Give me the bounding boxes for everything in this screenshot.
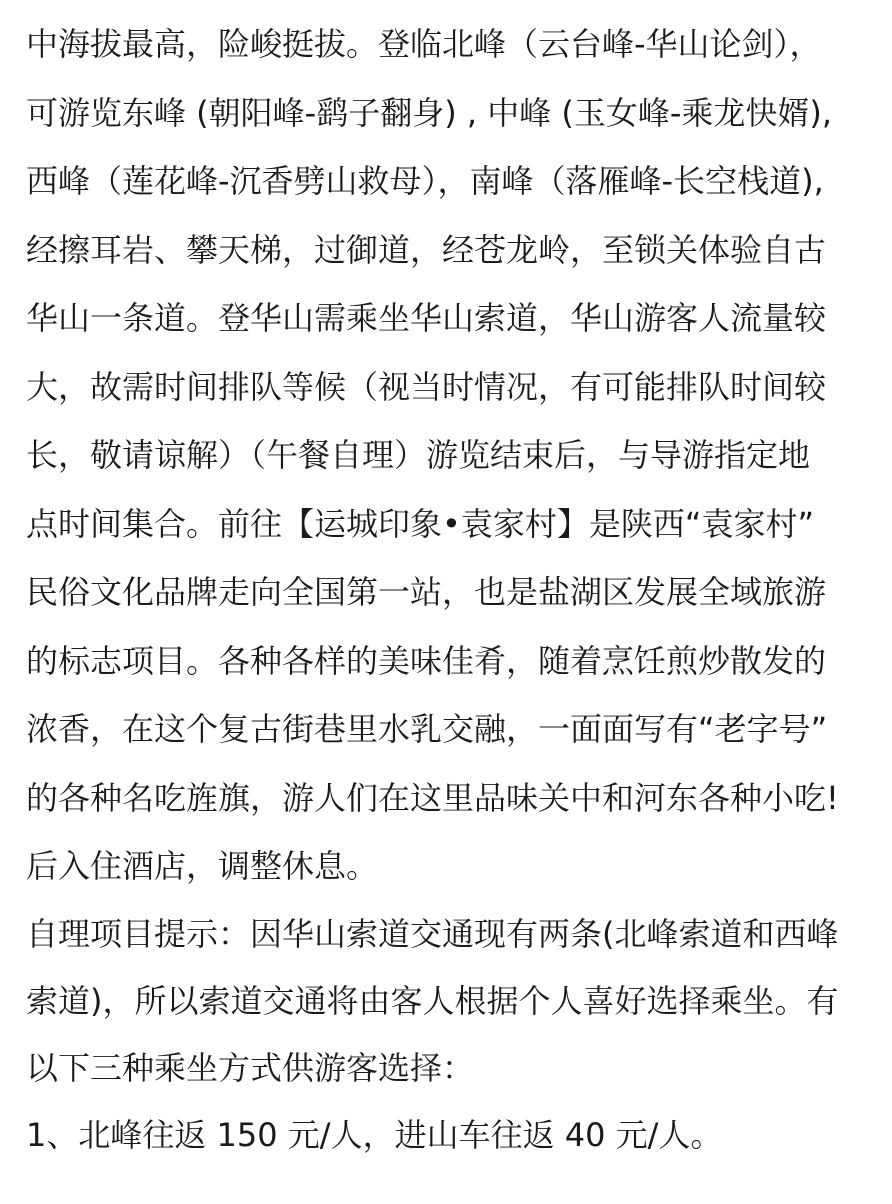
text-line: 1、北峰往返 150 元/人，进山车往返 40 元/人。: [26, 1115, 723, 1154]
text-line: 中海拔最高，险峻挺拔。登临北峰（云台峰-华山论剑），: [26, 25, 822, 63]
text-line: 自理项目提示：因华山索道交通现有两条(北峰索道和西峰: [26, 914, 839, 953]
text-line: 可游览东峰 (朝阳峰-鹞子翻身) , 中峰 (玉女峰-乘龙快婿),: [26, 93, 833, 132]
text-line: 后入住酒店，调整休息。: [26, 847, 379, 885]
text-line: 以下三种乘坐方式供游客选择：: [26, 1048, 475, 1087]
text-line: 长，敬请谅解）（午餐自理）游览结束后，与导游指定地: [26, 436, 811, 474]
text-line: 的标志项目。各种各样的美味佳肴，随着烹饪煎炒散发的: [26, 641, 827, 680]
text-line: 的各种名吃旌旗，游人们在这里品味关中和河东各种小吃!: [26, 778, 839, 817]
text-line: 经擦耳岩、攀天梯，过御道，经苍龙岭，至锁关体验自古: [26, 230, 827, 269]
text-line: 华山一条道。登华山需乘坐华山索道，华山游客人流量较: [26, 299, 827, 337]
text-line: 索道)，所以索道交通将由客人根据个人喜好选择乘坐。有: [26, 981, 839, 1020]
text-line: 民俗文化品牌走向全国第一站，也是盐湖区发展全域旅游: [26, 573, 827, 611]
article-body: [26, 10, 870, 1169]
text-line: 浓香，在这个复古街巷里水乳交融，一面面写有“老字号”: [26, 710, 828, 748]
text-line: 西峰（莲花峰-沉香劈山救母），南峰（落雁峰-长空栈道),: [26, 162, 824, 200]
text-line: 大，故需时间排队等候（视当时情况，有可能排队时间较: [26, 367, 827, 406]
text-line: 点时间集合。前往【运城印象•袁家村】是陕西“袁家村”: [26, 504, 815, 543]
